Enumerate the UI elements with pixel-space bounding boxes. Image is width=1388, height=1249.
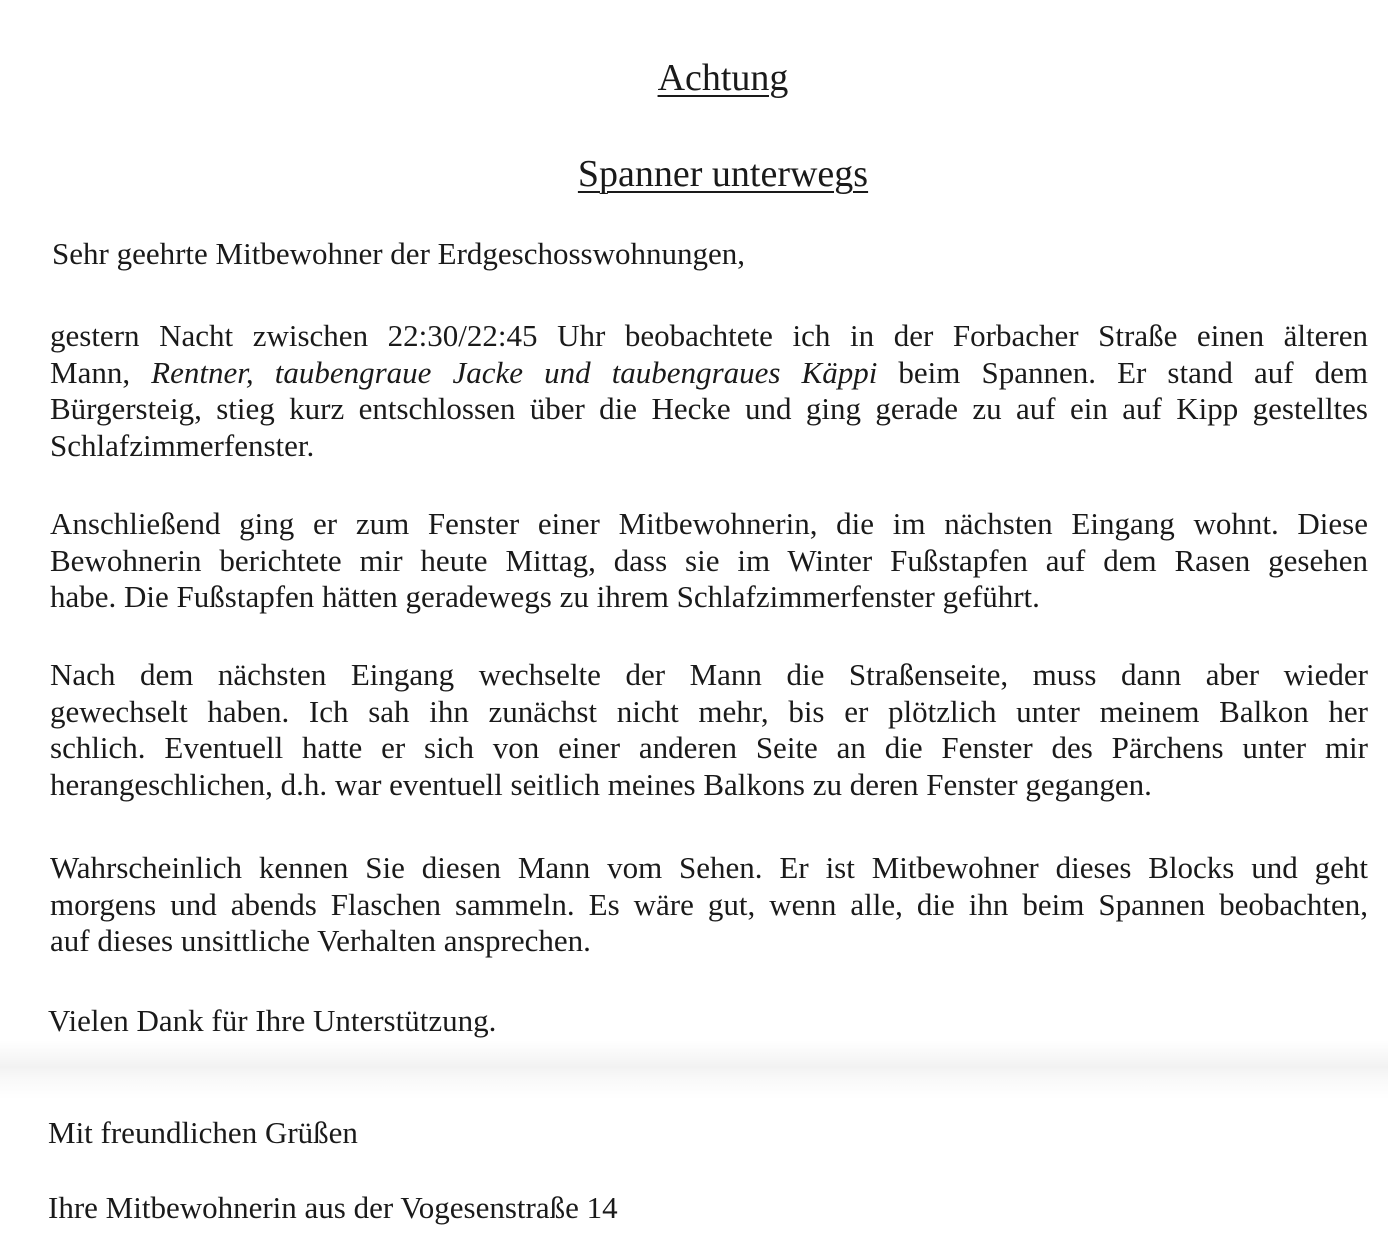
letter-title: Achtung: [657, 57, 789, 99]
paragraph-3-line-4: herangeschlichen, d.h. war eventuell seitlich meines Balkons zu deren Fenster gegangen.: [50, 766, 1152, 802]
paragraph-3-line-3: schlich. Eventuell hatte er sich von einer anderen Seite an die Fenster des Pärchens unter mir: [50, 730, 1368, 765]
paragraph-1-line-3: Bürgersteig, stieg kurz entschlossen über die Hecke und ging gerade zu auf ein auf Kipp gestelltes: [50, 391, 1368, 426]
paragraph-4-line-1: Wahrscheinlich kennen Sie diesen Mann vom Sehen. Er ist Mitbewohner dieses Blocks und geht: [50, 850, 1368, 885]
paragraph-2-line-1: Anschließend ging er zum Fenster einer Mitbewohnerin, die im nächsten Eingang wohnt. Diese: [50, 506, 1368, 541]
closing-greeting: Mit freundlichen Grüßen: [48, 1115, 358, 1150]
suspect-description: Rentner, taubengraue Jacke und taubengraues Käppi: [151, 354, 878, 390]
line-2-tail: beim Spannen. Er stand auf dem: [877, 354, 1368, 390]
paragraph-1-line-4: Schlafzimmerfenster.: [50, 427, 315, 463]
paragraph-3: [50, 657, 1368, 803]
scan-shadow: [0, 1040, 1388, 1100]
paragraph-4: [50, 850, 1368, 960]
paragraph-4-line-2: morgens und abends Flaschen sammeln. Es wäre gut, wenn alle, die ihn beim Spannen beobachten,: [50, 886, 1368, 922]
paragraph-2: [50, 506, 1368, 616]
paragraph-4-line-3: auf dieses unsittliche Verhalten ansprechen.: [50, 923, 591, 958]
salutation: Sehr geehrte Mitbewohner der Erdgeschosswohnungen,: [52, 236, 746, 271]
signature-line: Ihre Mitbewohnerin aus der Vogesenstraße 14: [48, 1190, 618, 1225]
paragraph-3-line-1: Nach dem nächsten Eingang wechselte der Mann die Straßenseite, muss dann aber wieder: [50, 657, 1368, 692]
paragraph-3-line-2: gewechselt haben. Ich sah ihn zunächst nicht mehr, bis er plötzlich unter meinem Balkon her: [50, 693, 1368, 729]
paragraph-1-line-2: [50, 355, 1368, 392]
paragraph-2-line-2: Bewohnerin berichtete mir heute Mittag, dass sie im Winter Fußstapfen auf dem Rasen gesehen: [50, 542, 1368, 578]
thanks-line: Vielen Dank für Ihre Unterstützung.: [48, 1003, 497, 1038]
letter-subtitle: Spanner unterwegs: [577, 153, 869, 195]
paragraph-1-line-1: gestern Nacht zwischen 22:30/22:45 Uhr beobachtete ich in der Forbacher Straße einen älteren: [50, 318, 1368, 353]
line-2-lead: Mann,: [50, 354, 152, 390]
paragraph-2-line-3: habe. Die Fußstapfen hätten geradewegs zu ihrem Schlafzimmerfenster geführt.: [50, 579, 1040, 614]
paragraph-1: [50, 318, 1368, 464]
